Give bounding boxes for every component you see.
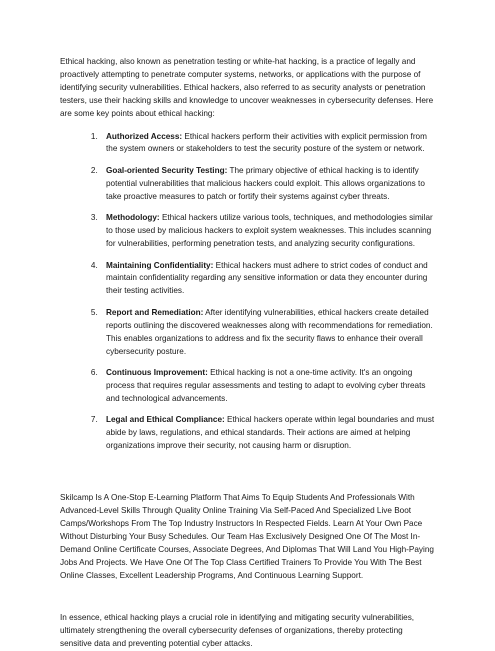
point-text: Ethical hackers operate within legal boundaries and must abide by laws, regulations, and ethical standards. Their actions are aimed at helping organizations improve their security, not causing harm or disruption. — [106, 415, 435, 451]
point-text: Ethical hacking is not a one-time activity. It's an ongoing process that requires regular assessments and testing to adapt to evolving cyber threats and technological advancements. — [106, 368, 426, 403]
point-term: Legal and Ethical Compliance: — [106, 415, 225, 425]
point-term: Authorized Access: — [106, 131, 183, 141]
point-text: After identifying vulnerabilities, ethical hackers create detailed reports outlining the discovered weaknesses along with recommendations for remediation. This enables organizations to address and fix the security flaws to enhance their overall cybersecurity posture. — [106, 307, 433, 356]
key-points-list — [60, 131, 435, 454]
point-term: Maintaining Confidentiality: — [106, 260, 214, 270]
point-term: Continuous Improvement: — [106, 368, 208, 378]
list-item — [100, 131, 435, 157]
list-item — [100, 367, 435, 406]
point-term: Methodology: — [106, 213, 160, 223]
point-term: Goal-oriented Security Testing: — [106, 165, 228, 175]
point-term: Report and Remediation: — [106, 307, 204, 317]
point-text: Ethical hackers perform their activities with explicit permission from the system owners or stakeholders to test the security posture of the system or network. — [106, 131, 427, 154]
list-item — [100, 414, 435, 453]
conclusion-paragraph: In essence, ethical hacking plays a crucial role in identifying and mitigating security vulnerabilities, ultimately strengthening the overall cybersecurity defenses of organizations, thereby protecting sensitive data and preventing potential cyber attacks. — [60, 613, 415, 649]
point-text: Ethical hackers must adhere to strict codes of conduct and maintain confidentiality regarding any sensitive information or data they encounter during their testing activities. — [106, 260, 428, 296]
list-item — [100, 212, 435, 251]
list-item — [100, 307, 435, 359]
point-text: The primary objective of ethical hacking is to identify potential vulnerabilities that malicious hackers could exploit. This allows organizations to take proactive measures to patch or fortify their systems against cyber threats. — [106, 165, 425, 201]
skilcamp-paragraph: Skilcamp Is A One-Stop E-Learning Platform That Aims To Equip Students And Professionals With Advanced-Level Skills Through Quality Online Training Via Self-Paced And Specialized Live Boot Camps/Workshops From The Top Industry Instructors In Respected Fields. Learn At Your Own Pace Without Disturbing Your Busy Schedules. Our Team Has Exclusively Designed One Of The Most In-Demand Online Certificate Courses, Associate Degrees, And Diplomas That Will Land You High-Paying Jobs And Projects. We Have One Of The Top Class Certified Trainers To Provide You With The Best Online Classes, Excellent Leadership Programs, And Continuous Learning Support. — [60, 493, 434, 580]
list-item — [100, 260, 435, 299]
intro-paragraph: Ethical hacking, also known as penetration testing or white-hat hacking, is a practice of legally and proactively attempting to penetrate computer systems, networks, or applications with the purpose of identifying security vulnerabilities. Ethical hackers, also referred to as security analysts or penetration testers, use their hacking skills and knowledge to uncover weaknesses in cybersecurity defenses. Here are some key points about ethical hacking: — [60, 57, 434, 118]
list-item — [100, 165, 435, 204]
point-text: Ethical hackers utilize various tools, techniques, and methodologies similar to those used by malicious hackers to exploit system weaknesses. This includes scanning for vulnerabilities, performing penetration tests, and analyzing security configurations. — [106, 213, 433, 249]
